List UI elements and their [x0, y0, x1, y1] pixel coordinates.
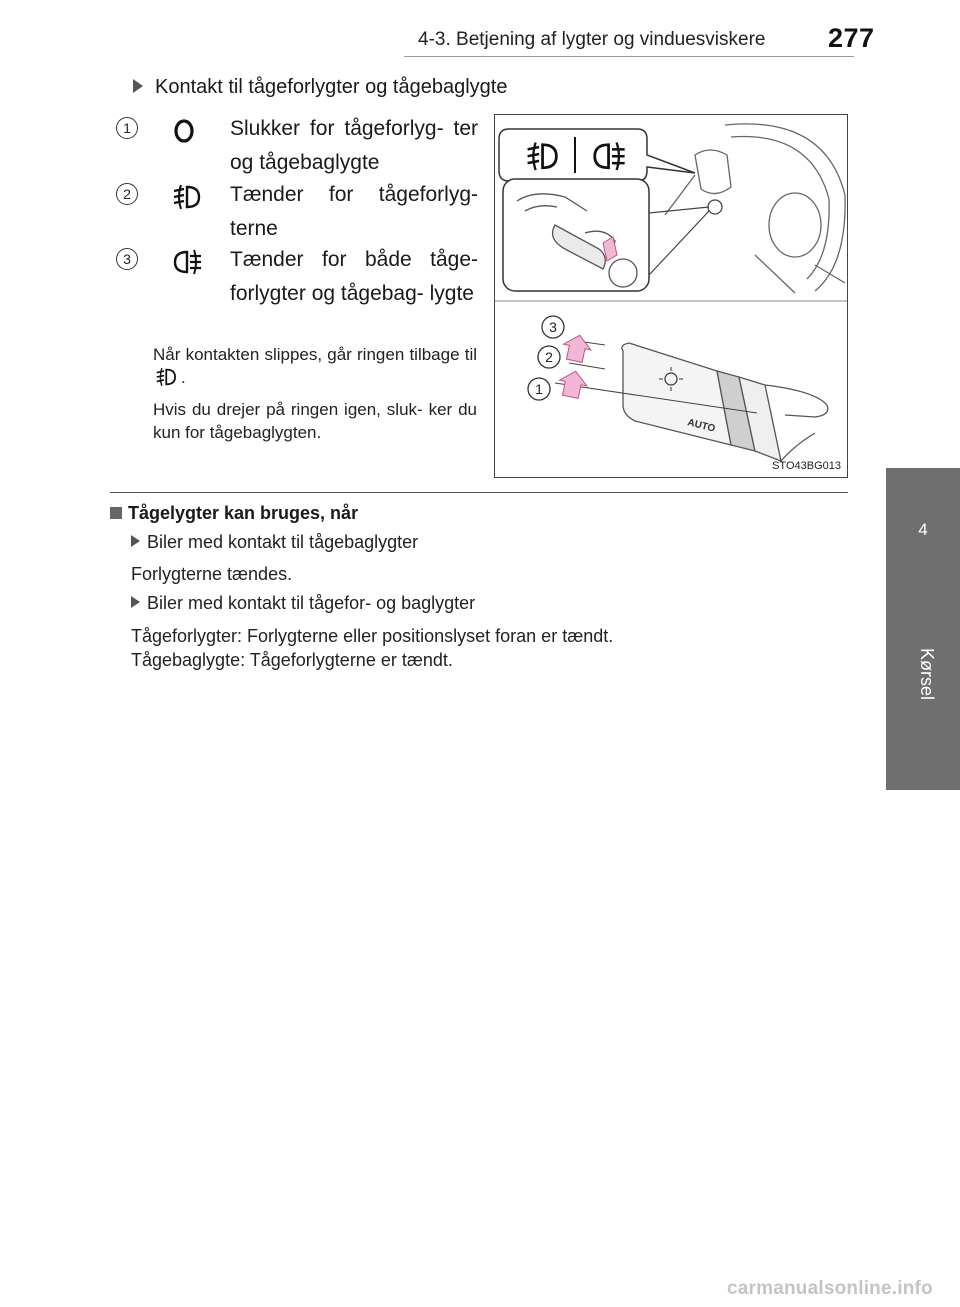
switch-auto-label: AUTO: [686, 417, 717, 435]
watermark: carmanualsonline.info: [727, 1278, 933, 1299]
triangle-bullet-icon: [133, 79, 143, 93]
callout-3: [542, 316, 564, 338]
callout-number: 1: [535, 381, 543, 397]
triangle-bullet-icon: [131, 596, 140, 608]
callout-2: [538, 346, 560, 368]
callout-1: [528, 378, 550, 400]
callout-number: 3: [549, 319, 557, 335]
hand-inset: [503, 179, 649, 291]
chapter-tab: [886, 468, 960, 790]
bullet-text: Biler med kontakt til tågebaglygter: [147, 532, 419, 552]
subheading-text: Kontakt til tågeforlygter og tågebaglygte: [155, 76, 508, 98]
figure-code: STO43BG013: [772, 460, 841, 472]
front-fog-light-icon: [170, 182, 206, 212]
release-note-end: .: [181, 368, 186, 387]
combination-switch-stalk: [622, 343, 828, 461]
paragraph-2-line-1: Tågeforlygter: Forlygterne eller positionslyset foran er tændt.: [131, 626, 614, 646]
page-number: 277: [828, 23, 875, 53]
release-note: [153, 343, 477, 389]
chapter-number: 4: [918, 520, 928, 539]
section-heading: [110, 503, 358, 524]
paragraph-2-line-2: Tågebaglygte: Tågeforlygterne er tændt.: [131, 650, 453, 670]
section-heading-text: Tågelygter kan bruges, når: [128, 503, 359, 523]
bullet-item-2: [131, 593, 475, 614]
turn-again-note: Hvis du drejer på ringen igen, sluk- ker du kun for tågebaglygten.: [153, 400, 477, 442]
section-title: 4-3. Betjening af lygter og vinduesviskere: [418, 29, 766, 50]
up-arrow-icon: [561, 332, 594, 363]
release-note-text: Når kontakten slippes, går ringen tilbage til: [153, 345, 477, 364]
paragraph-1: Forlygterne tændes.: [131, 564, 293, 584]
header-rule: [404, 56, 854, 57]
off-icon: [170, 116, 206, 146]
bullet-text: Biler med kontakt til tågefor- og baglygter: [147, 593, 476, 613]
section-separator: [110, 492, 848, 493]
item-number: 1: [116, 117, 138, 139]
item-text: Tænder for både tåge- forlygter og tågebag- lygte: [230, 248, 478, 305]
triangle-bullet-icon: [131, 535, 140, 547]
bullet-item-1: [131, 532, 418, 553]
front-fog-light-icon: [153, 366, 181, 388]
callout-number: 2: [545, 349, 553, 365]
illustration-drawing: [495, 115, 847, 477]
subheading: [133, 76, 507, 99]
item-text: Slukker for tågeforlyg- ter og tågebaglygte: [230, 117, 478, 174]
item-text: Tænder for tågeforlyg- terne: [230, 183, 478, 240]
rear-fog-light-icon: [170, 247, 206, 277]
chapter-label: Kørsel: [917, 648, 937, 701]
fog-light-switch-illustration: [494, 114, 848, 478]
item-number: 2: [116, 183, 138, 205]
item-number: 3: [116, 248, 138, 270]
square-bullet-icon: [110, 507, 122, 519]
